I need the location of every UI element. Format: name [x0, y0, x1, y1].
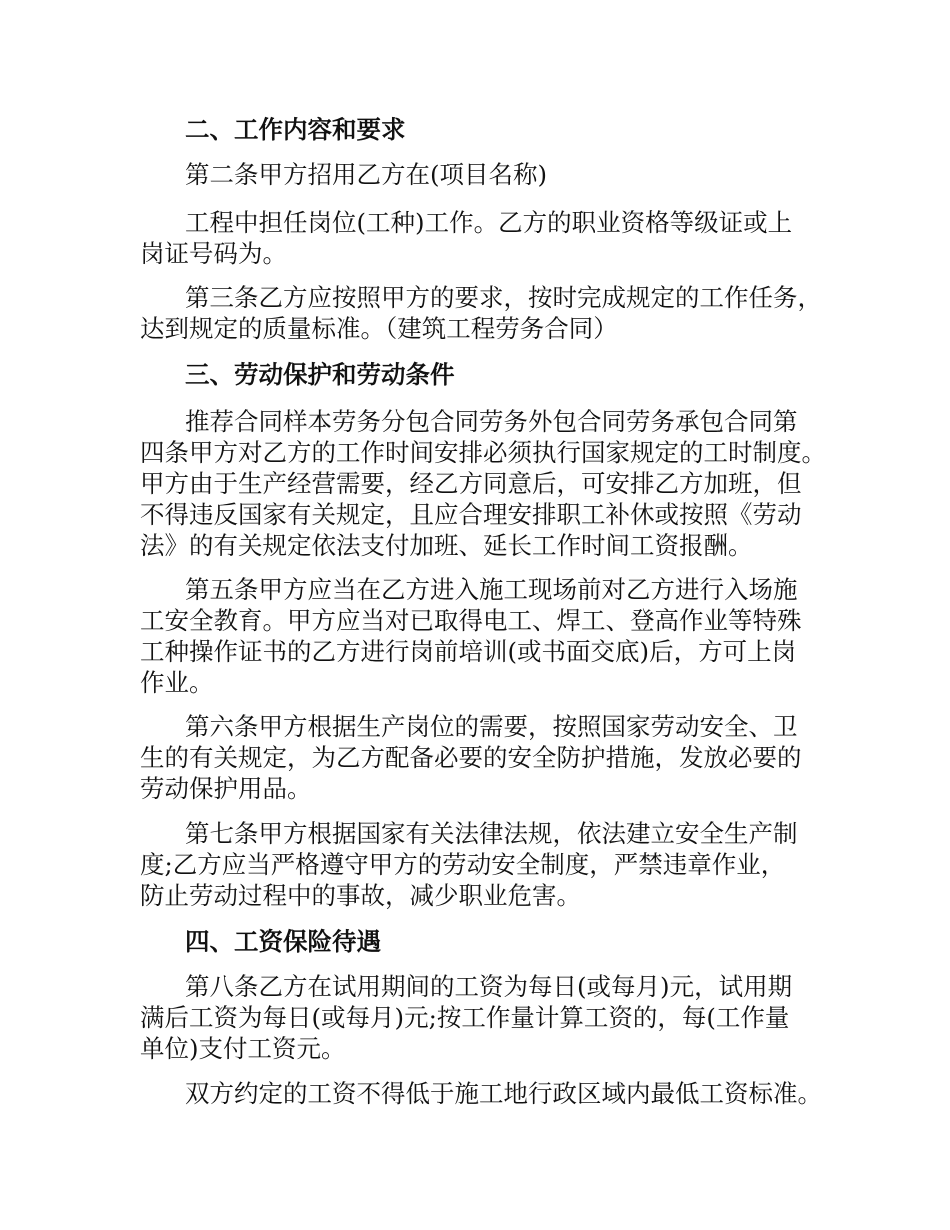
paragraph-line: 法》的有关规定依法支付加班、延长工作时间工资报酬。 [140, 531, 753, 560]
paragraph-line: 岗证号码为。 [140, 239, 287, 268]
section-heading-4 [140, 926, 830, 957]
paragraph-line: 双方约定的工资不得低于施工地行政区域内最低工资标准。 [185, 1079, 822, 1108]
paragraph-line: 满后工资为每日(或每月)元;按工作量计算工资的，每(工作量 [140, 1003, 790, 1032]
paragraph-line: 达到规定的质量标准。（建筑工程劳务合同） [140, 314, 618, 343]
section-heading-3 [140, 359, 830, 390]
heading-text: 三、劳动保护和劳动条件 [185, 360, 455, 389]
paragraph-line: 单位)支付工资元。 [140, 1034, 346, 1063]
heading-text: 二、工作内容和要求 [185, 115, 406, 144]
paragraph-line: 度;乙方应当严格遵守甲方的劳动安全制度，严禁违章作业， [140, 850, 786, 879]
paragraph-line: 作业。 [140, 668, 214, 697]
paragraph-line: 工程中担任岗位(工种)工作。乙方的职业资格等级证或上 [185, 208, 793, 237]
paragraph-line: 第二条甲方招用乙方在(项目名称) [185, 160, 548, 189]
paragraph-line: 推荐合同样本劳务分包合同劳务外包合同劳务承包合同第 [185, 407, 798, 436]
paragraph-article-3 [140, 282, 830, 344]
paragraph-line: 第五条甲方应当在乙方进入施工现场前对乙方进行入场施 [185, 575, 798, 604]
paragraph-line: 不得违反国家有关规定，且应合理安排职工补休或按照《劳动 [140, 500, 802, 529]
paragraph-line: 工种操作证书的乙方进行岗前培训(或书面交底)后，方可上岗 [140, 637, 797, 666]
paragraph-line: 生的有关规定，为乙方配备必要的安全防护措施，发放必要的 [140, 743, 802, 772]
heading-text: 四、工资保险待遇 [185, 927, 381, 956]
paragraph-line: 第三条乙方应按照甲方的要求，按时完成规定的工作任务， [185, 283, 822, 312]
paragraph-line: 防止劳动过程中的事故，减少职业危害。 [140, 881, 581, 910]
paragraph-article-4 [140, 406, 830, 561]
paragraph-article-8 [140, 971, 830, 1064]
paragraph-line: 第七条甲方根据国家有关法律法规，依法建立安全生产制 [185, 819, 798, 848]
paragraph-article-2 [140, 159, 830, 190]
section-heading-2 [140, 114, 830, 145]
paragraph-line: 第八条乙方在试用期间的工资为每日(或每月)元，试用期 [185, 972, 793, 1001]
paragraph-minimum-wage [140, 1078, 830, 1109]
paragraph-job-position [140, 207, 830, 269]
paragraph-article-5 [140, 574, 830, 698]
paragraph-line: 四条甲方对乙方的工作时间安排必须执行国家规定的工时制度。 [140, 438, 826, 467]
paragraph-line: 劳动保护用品。 [140, 774, 312, 803]
paragraph-line: 第六条甲方根据生产岗位的需要，按照国家劳动安全、卫 [185, 712, 798, 741]
paragraph-article-7 [140, 818, 830, 911]
paragraph-line: 工安全教育。甲方应当对已取得电工、焊工、登高作业等特殊 [140, 606, 802, 635]
paragraph-line: 甲方由于生产经营需要，经乙方同意后，可安排乙方加班，但 [140, 469, 802, 498]
paragraph-article-6 [140, 711, 830, 804]
